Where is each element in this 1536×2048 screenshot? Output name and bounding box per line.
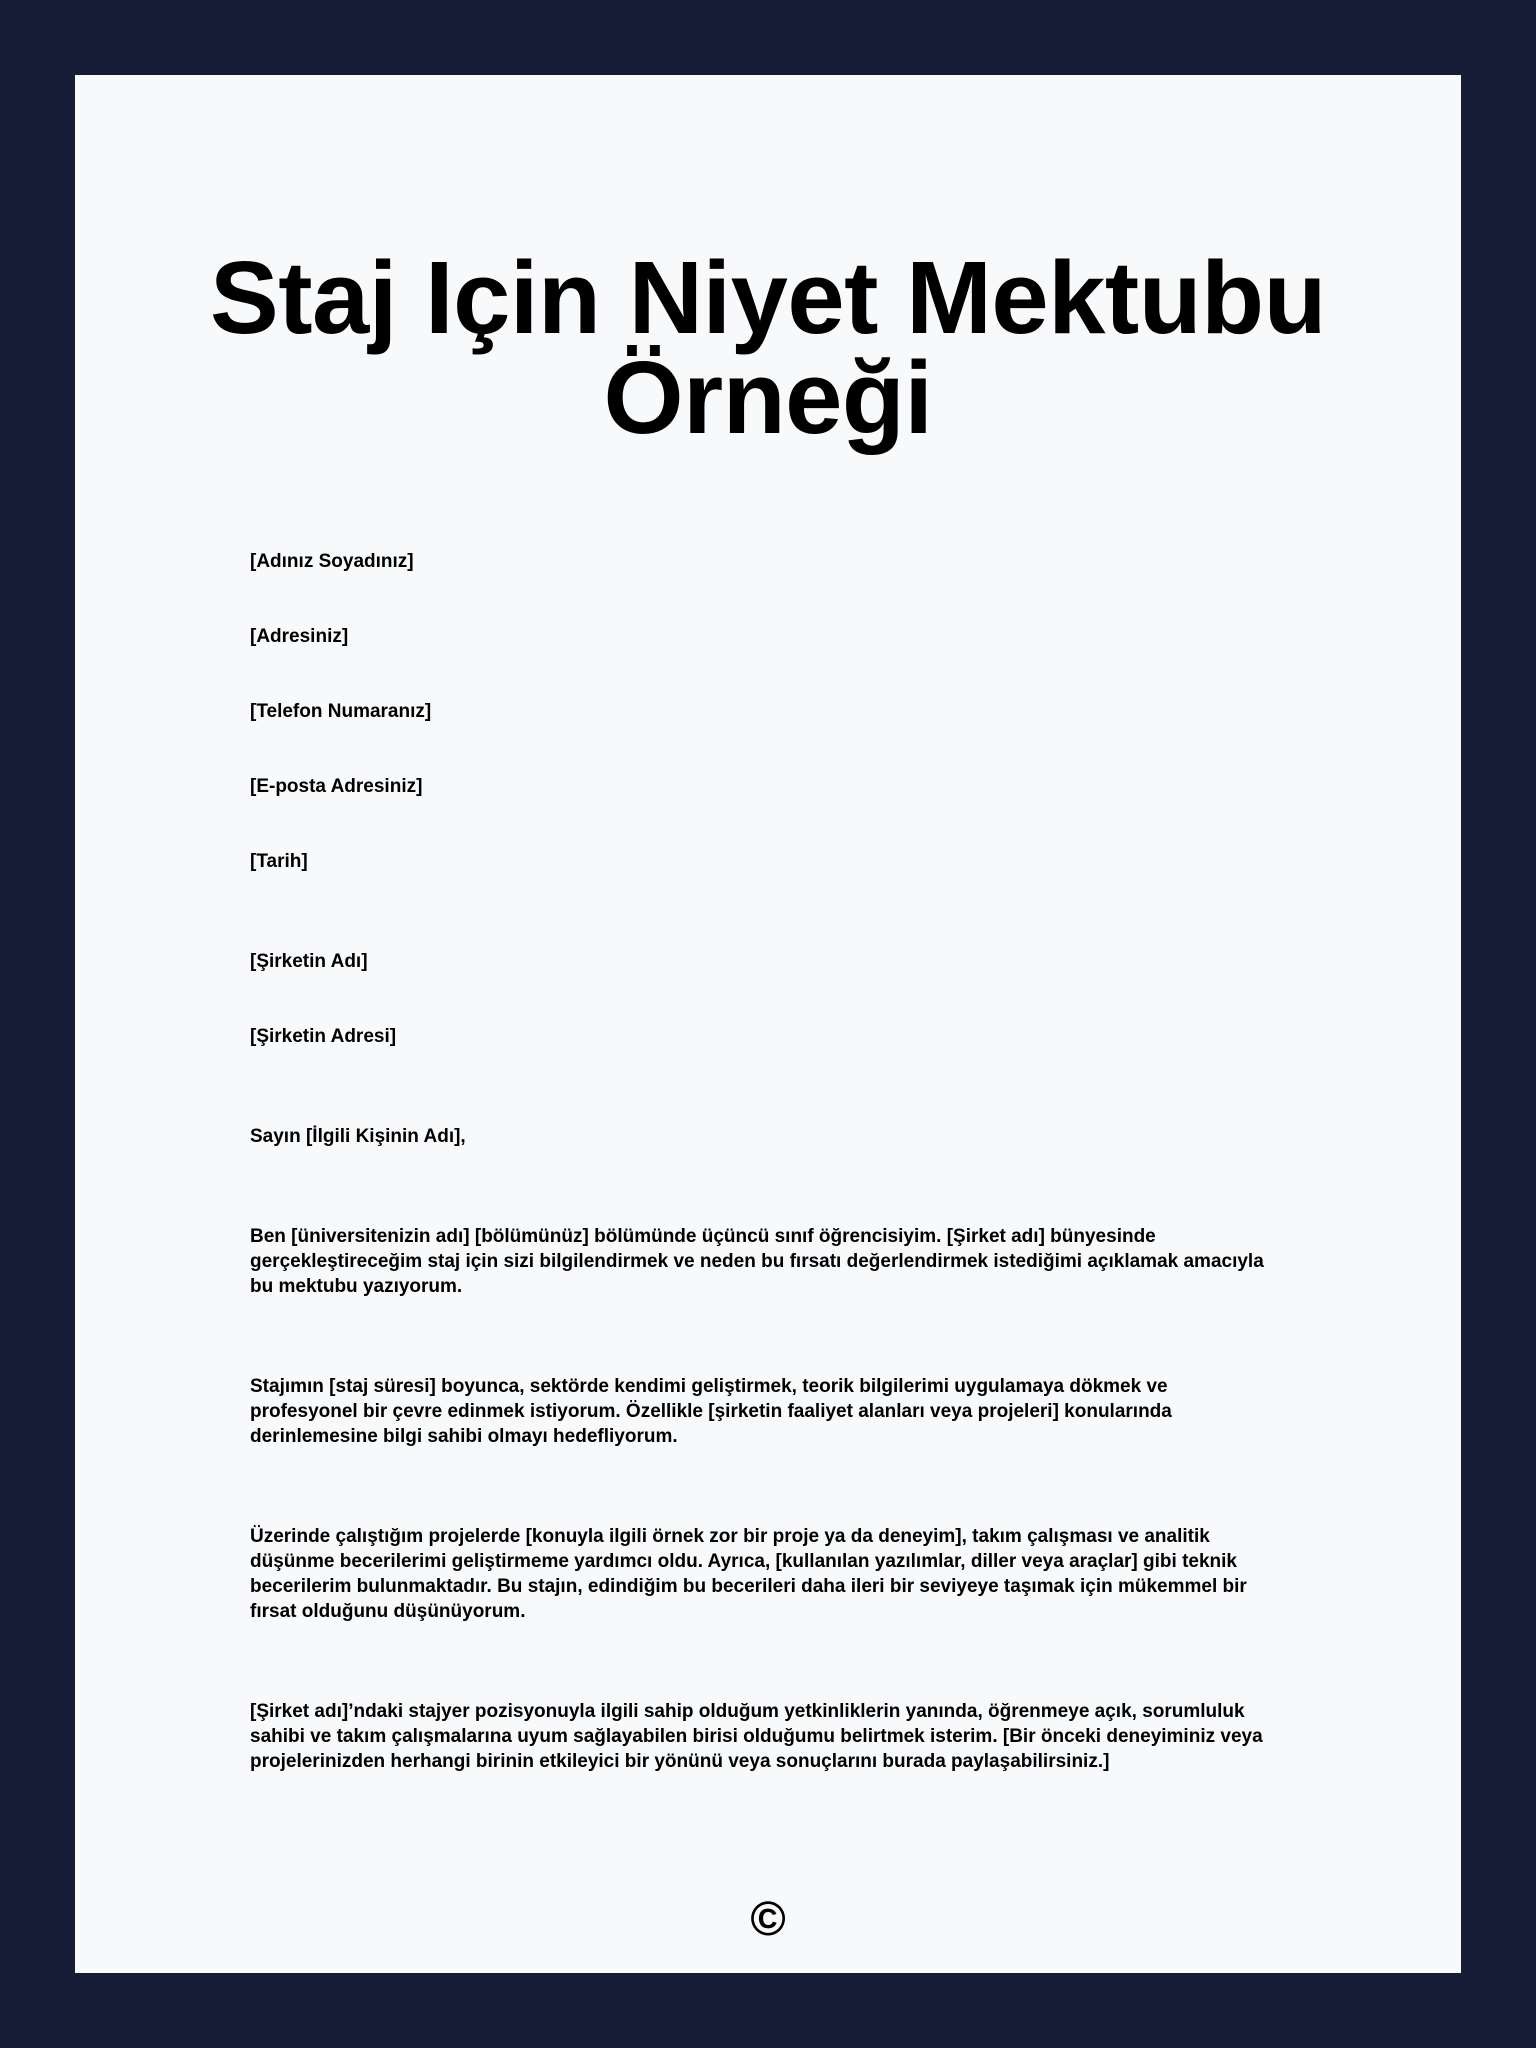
salutation: Sayın [İlgili Kişinin Adı], (250, 1126, 466, 1147)
page-title: Staj Için Niyet Mektubu Örneği (210, 240, 1326, 455)
sender-email: [E-posta Adresiniz] (250, 776, 423, 797)
recipient-company-address: [Şirketin Adresi] (250, 1026, 397, 1047)
paragraph-skills: Üzerinde çalıştığım projelerde [konuyla ilgili örnek zor bir proje ya da deneyim], takım çalışması ve analitik düşünme becerilerimi geliştirmeme yardımcı oldu. Ayrıca, [kullanılan yazılımlar, diller veya araçlar] gibi teknik becerilerim bulunmaktadır. Bu stajın, edindiğim bu becerileri daha ileri bir seviyeye taşımak için mükemmel bir fırsat olduğunu düşünüyorum. (250, 1526, 1247, 1622)
sender-name: [Adınız Soyadınız] (250, 551, 414, 572)
paragraph-goals: Stajımın [staj süresi] boyunca, sektörde kendimi geliştirmek, teorik bilgilerimi uygulamaya dökmek ve profesyonel bir çevre edinmek istiyorum. Özellikle [şirketin faaliyet alanları veya projeleri] konularında derinlemesine bilgi sahibi olmayı hedefliyorum. (250, 1376, 1172, 1447)
copyright-icon: © (750, 1893, 786, 1946)
paragraph-qualities: [Şirket adı]’ndaki stajyer pozisyonuyla ilgili sahip olduğum yetkinliklerin yanında, öğrenmeye açık, sorumluluk sahibi ve takım çalışmalarına uyum sağlayabilen birisi olduğumu belirtmek isterim. [Bir önceki deneyiminiz veya projelerinizden herhangi birinin etkileyici bir yönünü veya sonuçlarını burada paylaşabilirsiniz.] (250, 1701, 1263, 1772)
paragraph-intro: Ben [üniversitenizin adı] [bölümünüz] bölümünde üçüncü sınıf öğrencisiyim. [Şirket adı] bünyesinde gerçekleştireceğim staj için sizi bilgilendirmek ve neden bu fırsatı değerlendirmek istediğimi açıklamak amacıyla bu mektubu yazıyorum. (250, 1226, 1264, 1297)
document-page (75, 75, 1461, 1973)
sender-address: [Adresiniz] (250, 626, 349, 647)
sender-phone: [Telefon Numaranız] (250, 701, 432, 722)
recipient-company-name: [Şirketin Adı] (250, 951, 368, 972)
letter-date: [Tarih] (250, 851, 308, 872)
